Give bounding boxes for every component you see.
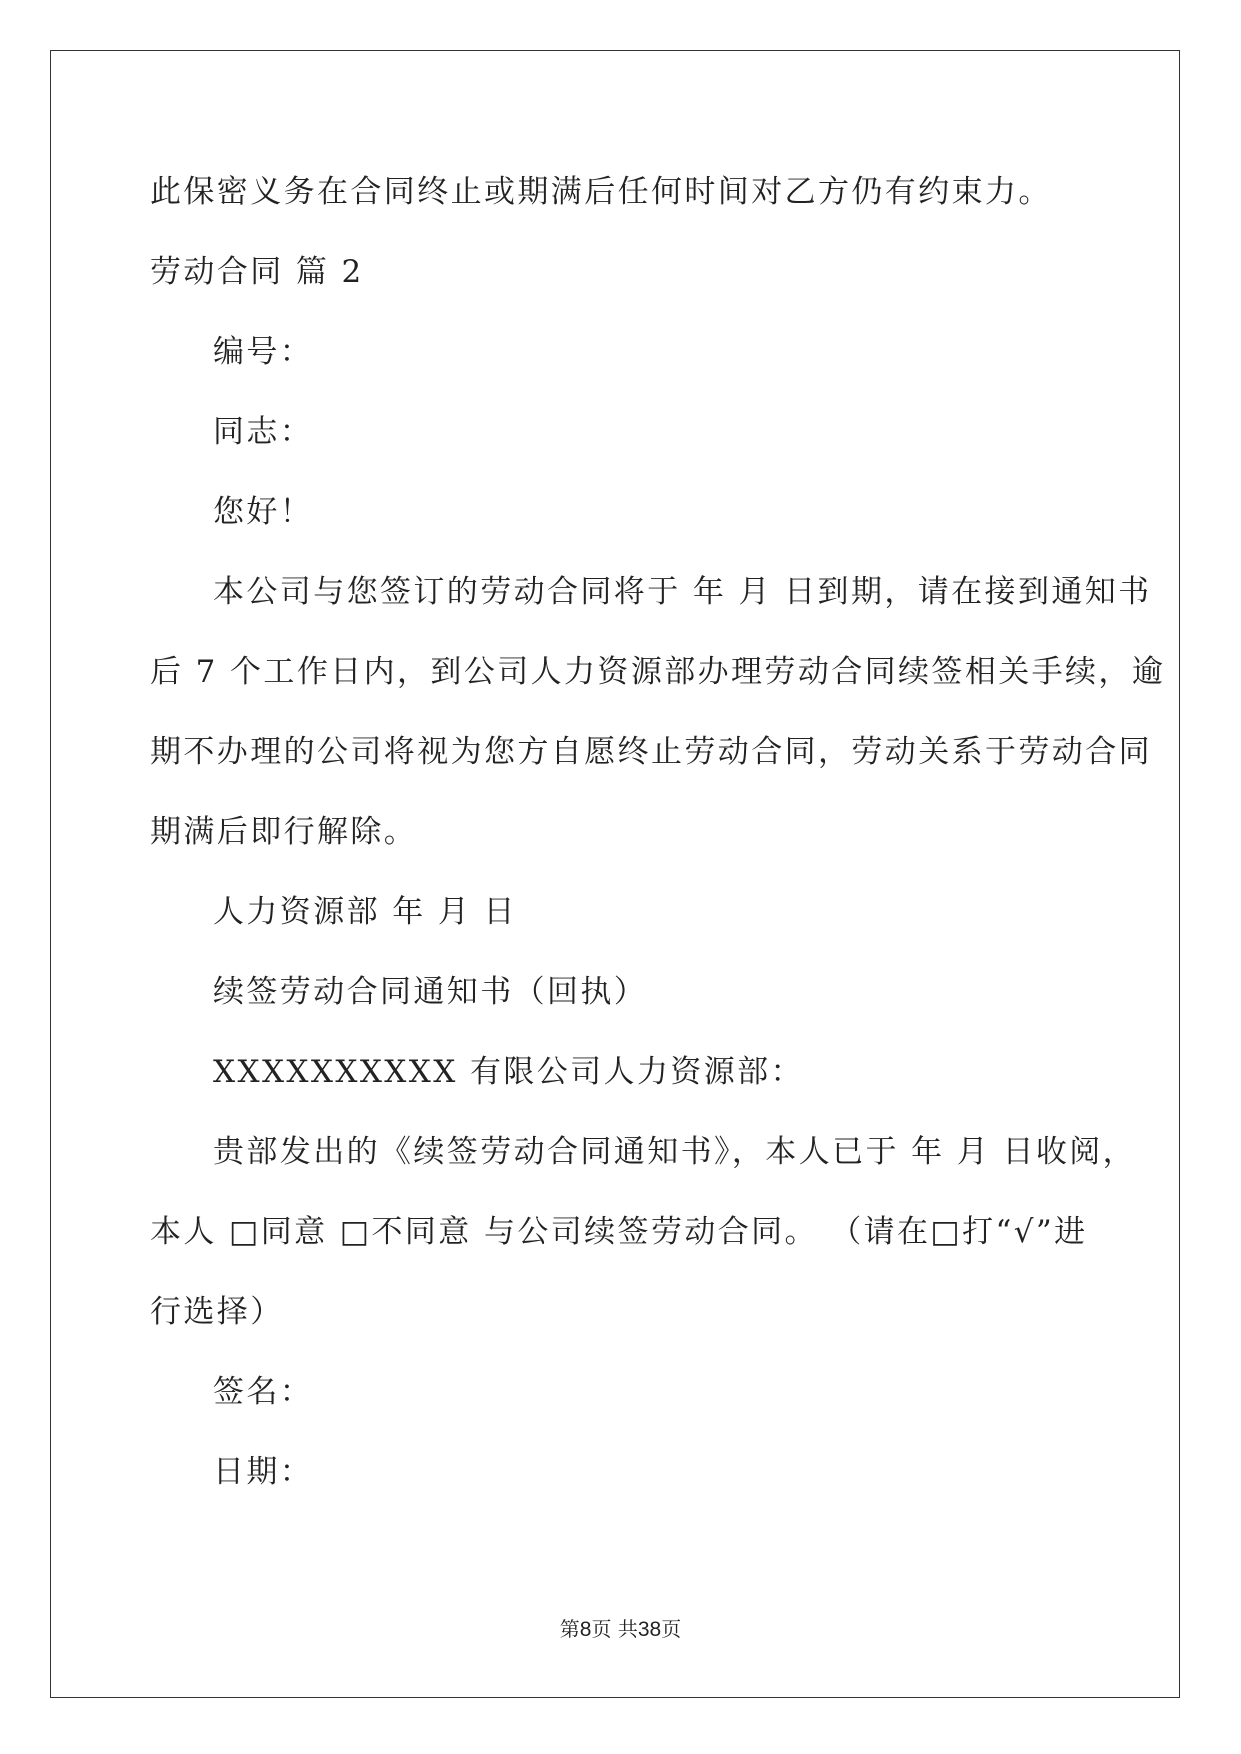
- text-line: XXXXXXXXXX 有限公司人力资源部：: [213, 1054, 804, 1090]
- text-line: 行选择）: [150, 1294, 284, 1330]
- footer-suffix: 页: [661, 1617, 682, 1641]
- footer-page-number: 8: [579, 1618, 592, 1641]
- text-line: 期不办理的公司将视为您方自愿终止劳动合同，劳动关系于劳动合同: [150, 734, 1152, 770]
- text-line: 同志：: [213, 414, 314, 450]
- footer-prefix: 第: [559, 1617, 580, 1641]
- text-line: 期满后即行解除。: [150, 814, 418, 850]
- section-heading: 劳动合同 篇 2: [150, 254, 364, 290]
- footer-mid: 页 共: [591, 1617, 638, 1641]
- text-line: 本人 □同意 □不同意 与公司续签劳动合同。 （请在□打“√”进: [150, 1214, 1088, 1250]
- text-line: 您好！: [213, 494, 314, 530]
- text-line: 签名：: [213, 1374, 314, 1410]
- text-line: 编号：: [213, 334, 314, 370]
- text-line: 日期：: [213, 1454, 314, 1490]
- text-line: 此保密义务在合同终止或期满后任何时间对乙方仍有约束力。: [150, 174, 1052, 210]
- text-line: 人力资源部 年 月 日: [213, 894, 517, 930]
- text-line: 贵部发出的《续签劳动合同通知书》，本人已于 年 月 日收阅，: [213, 1134, 1137, 1170]
- page-border: [50, 50, 1180, 1698]
- text-line: 本公司与您签订的劳动合同将于 年 月 日到期，请在接到通知书: [213, 574, 1152, 610]
- text-line: 后 7 个工作日内，到公司人力资源部办理劳动合同续签相关手续，逾: [150, 654, 1166, 690]
- page-footer: [0, 1613, 1241, 1642]
- footer-total-pages: 38: [637, 1618, 662, 1641]
- text-line: 续签劳动合同通知书（回执）: [213, 974, 648, 1010]
